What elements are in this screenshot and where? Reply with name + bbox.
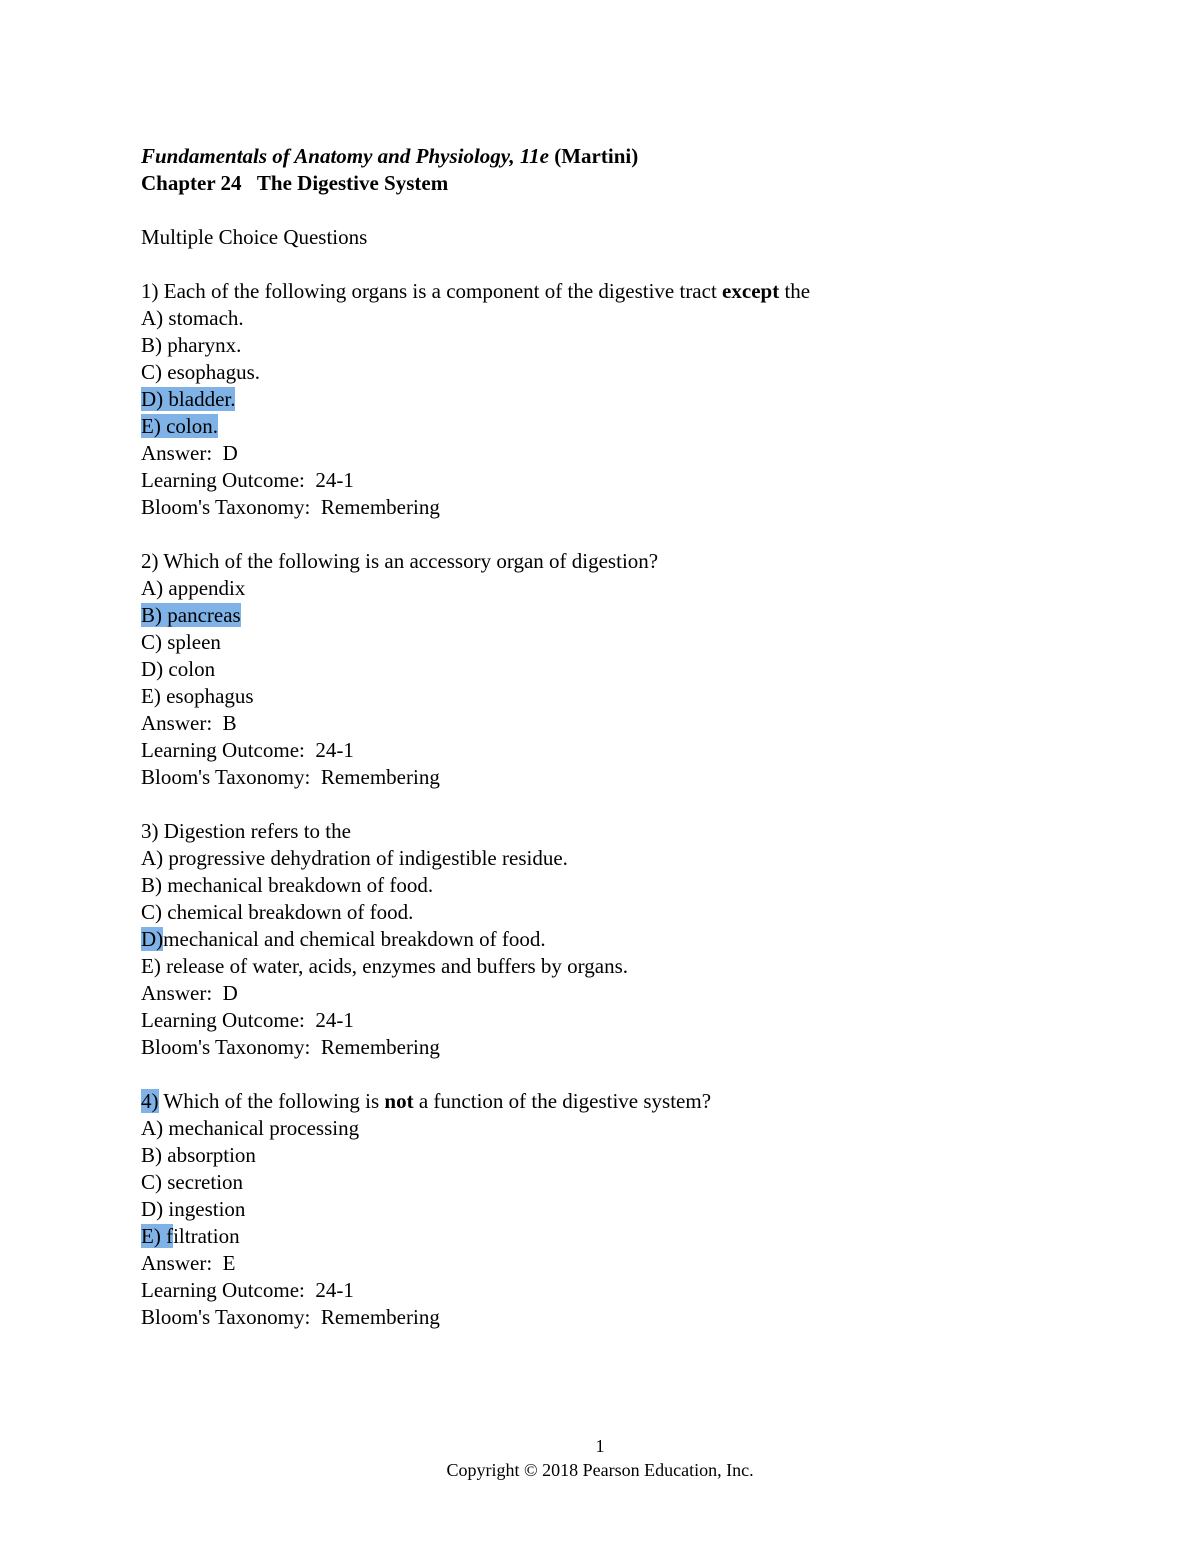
chapter-title: Chapter 24 The Digestive System <box>141 171 449 195</box>
q4-learning-outcome: Learning Outcome: 24-1 <box>141 1278 354 1302</box>
section-title: Multiple Choice Questions <box>141 225 368 249</box>
q4-option-a: A) mechanical processing <box>141 1116 360 1140</box>
q1-blooms-taxonomy: Bloom's Taxonomy: Remembering <box>141 495 440 519</box>
highlight: 4) <box>141 1089 159 1113</box>
book-title-line <box>141 143 638 170</box>
q1-option-c: C) esophagus. <box>141 360 260 384</box>
q1-option-a: A) stomach. <box>141 306 244 330</box>
q4-answer: Answer: E <box>141 1251 236 1275</box>
question-4-text: 4) Which of the following is not a function of the digestive system? <box>141 1089 712 1113</box>
q2-blooms-taxonomy: Bloom's Taxonomy: Remembering <box>141 765 440 789</box>
highlight: D) bladder. <box>141 387 236 411</box>
q3-option-b: B) mechanical breakdown of food. <box>141 873 434 897</box>
q1-option-b: B) pharynx. <box>141 333 242 357</box>
highlight: D) <box>141 927 164 951</box>
q2-option-b <box>141 602 241 629</box>
book-author: (Martini) <box>554 144 639 168</box>
q3-option-c: C) chemical breakdown of food. <box>141 900 414 924</box>
q1-option-d <box>141 386 235 413</box>
book-title: Fundamentals of Anatomy and Physiology, 11e <box>141 144 549 168</box>
q4-option-c: C) secretion <box>141 1170 244 1194</box>
q4-option-b: B) absorption <box>141 1143 256 1167</box>
q2-option-c: C) spleen <box>141 630 221 654</box>
page-number: 1 <box>595 1436 605 1456</box>
q3-learning-outcome: Learning Outcome: 24-1 <box>141 1008 354 1032</box>
q2-answer: Answer: B <box>141 711 237 735</box>
q1-learning-outcome: Learning Outcome: 24-1 <box>141 468 354 492</box>
q3-option-e: E) release of water, acids, enzymes and buffers by organs. <box>141 954 629 978</box>
highlight: E) colon. <box>141 414 218 438</box>
q3-option-a: A) progressive dehydration of indigestible residue. <box>141 846 568 870</box>
q4-blooms-taxonomy: Bloom's Taxonomy: Remembering <box>141 1305 440 1329</box>
q4-option-e: E) filtration <box>141 1224 240 1248</box>
q3-blooms-taxonomy: Bloom's Taxonomy: Remembering <box>141 1035 440 1059</box>
highlight: E) f <box>141 1224 174 1248</box>
q1-answer: Answer: D <box>141 441 238 465</box>
q1-option-e <box>141 413 218 440</box>
question-3-text: 3) Digestion refers to the <box>141 819 351 843</box>
q2-option-e: E) esophagus <box>141 684 254 708</box>
q2-option-a: A) appendix <box>141 576 246 600</box>
q3-option-d: D)mechanical and chemical breakdown of food. <box>141 927 546 951</box>
copyright-notice: Copyright © 2018 Pearson Education, Inc. <box>446 1460 754 1480</box>
q4-option-d: D) ingestion <box>141 1197 246 1221</box>
q2-option-d: D) colon <box>141 657 216 681</box>
q3-answer: Answer: D <box>141 981 238 1005</box>
q2-learning-outcome: Learning Outcome: 24-1 <box>141 738 354 762</box>
question-1-text: 1) Each of the following organs is a component of the digestive tract except the <box>141 279 811 303</box>
question-2-text: 2) Which of the following is an accessory organ of digestion? <box>141 549 659 573</box>
highlight: B) pancreas <box>141 603 241 627</box>
